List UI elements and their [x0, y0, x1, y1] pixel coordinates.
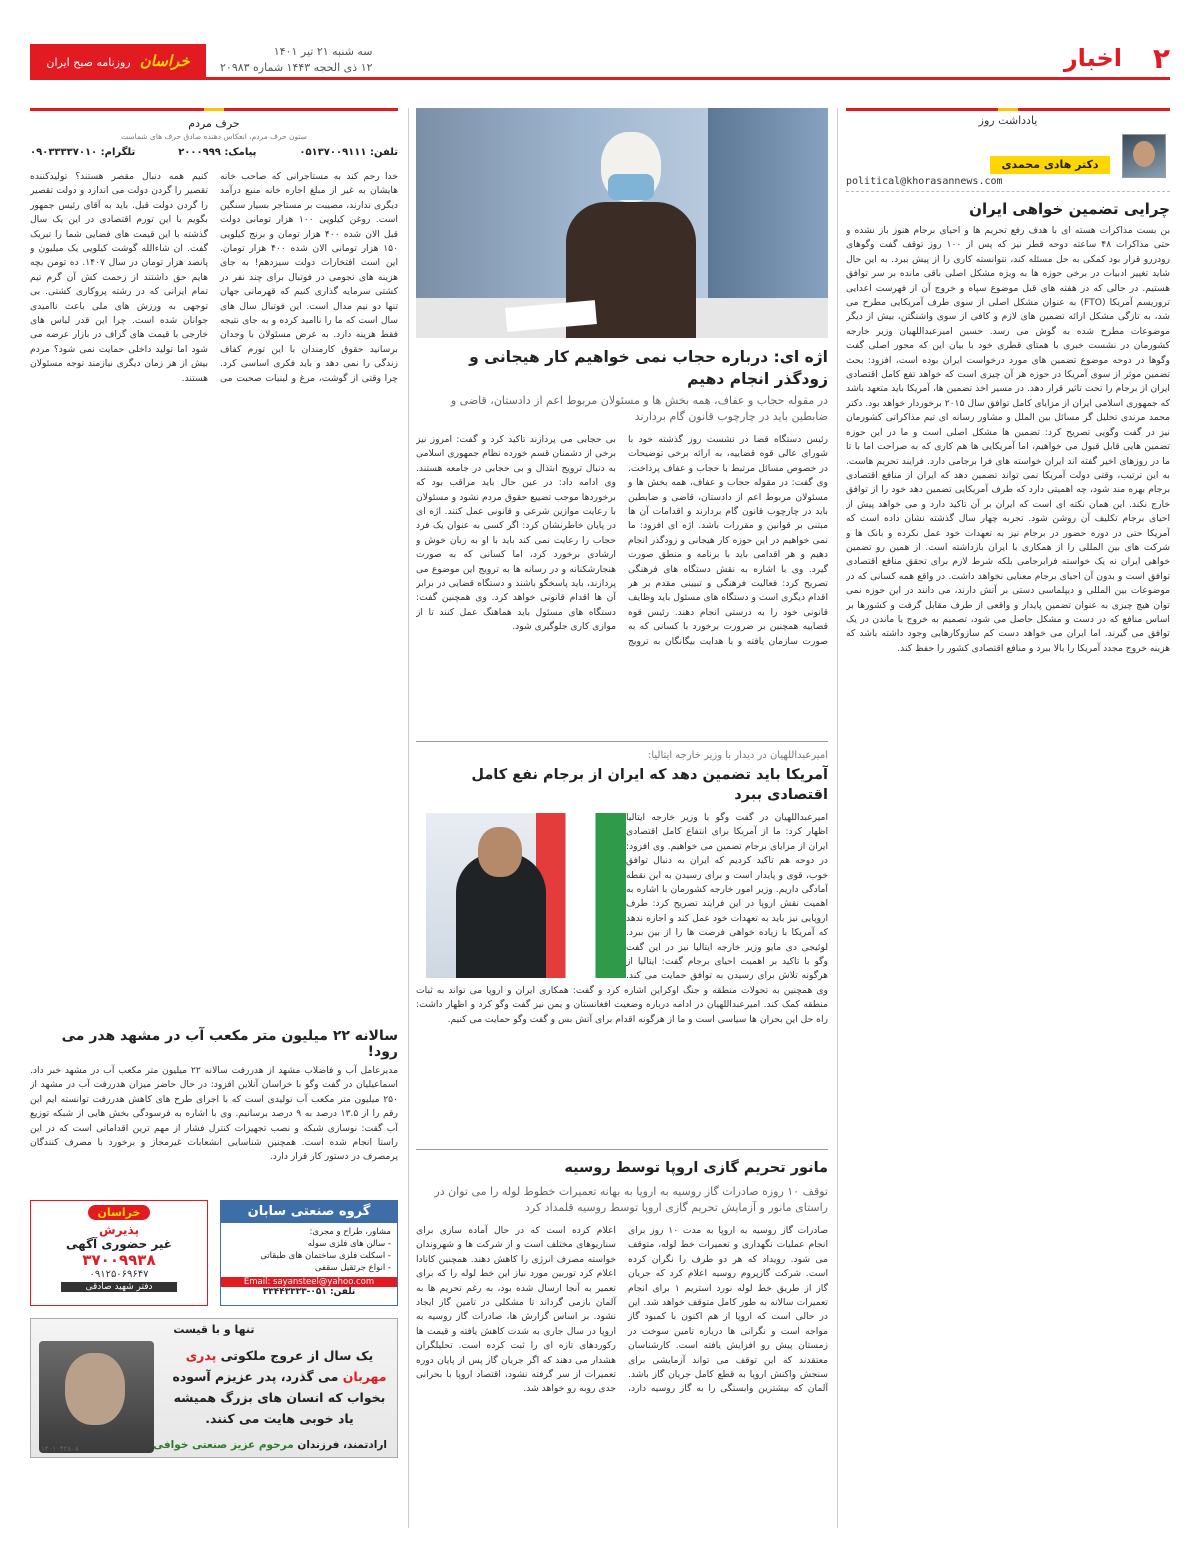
- article3-lead: توقف ۱۰ روزه صادرات گاز روسیه به اروپا به بهانه تعمیرات خطوط لوله را می توان در راستای مانور و آزمایش تحریم گازی اروپا توسط روسیه قلمداد کرد: [434, 1185, 828, 1214]
- author-face: [1133, 141, 1155, 167]
- khorasan-ad-line1: پذیرش: [99, 1223, 139, 1237]
- section-name: اخبار: [1063, 44, 1122, 72]
- article-separator-2: [416, 1149, 828, 1150]
- newspaper-logo: [30, 44, 206, 78]
- author-name: دکتر هادی محمدی: [990, 156, 1110, 174]
- editorial-column: [846, 108, 1170, 1528]
- photo-mask: [608, 174, 654, 200]
- water-headline: سالانه ۲۲ میلیون متر مکعب آب در مشهد هدر می رود!: [61, 1028, 398, 1060]
- memorial-code: ۱۴۰۱۰۴۲۸۰۸: [41, 1445, 79, 1453]
- article2-container: [416, 811, 828, 1141]
- article3-headline: مانور تحریم گازی اروپا توسط روسیه: [564, 1160, 828, 1176]
- iran-flag: [536, 813, 626, 978]
- date-hijri-issue: ۱۲ ذی الحجه ۱۴۴۳ شماره ۲۰۹۸۳: [220, 61, 373, 74]
- amirabdollahian-photo: [426, 813, 626, 978]
- contact-sms[interactable]: پیامک: ۲۰۰۰۹۹۹: [178, 147, 257, 158]
- daily-note-label: یادداشت روز: [978, 114, 1038, 127]
- memorial-footer-a: ارادتمند، فرزندان: [297, 1439, 387, 1451]
- contact-row: [30, 147, 398, 158]
- memorial-text-a: یک سال از عروج ملکوتی: [220, 1348, 374, 1363]
- saban-ad-phone: تلفن: ۰۵۱-۳۳۴۴۳۳۳۳: [262, 1287, 356, 1297]
- memorial-footer-name: مرحوم عزیز صنعتی خوافی: [153, 1439, 294, 1451]
- news-column: [416, 108, 828, 1528]
- main-lead: در مقوله حجاب و عفاف، همه بخش ها و مسئولان مربوط اعم از دادستان، قاضی و ضابطین باید در چارچوب قانون گام بردارند: [450, 394, 828, 423]
- memorial-text-b: می گذرد، پدر عزیزم آسوده بخواب که انسان های بزرگ همیشه یاد خوبی هایت می کنند.: [172, 1369, 386, 1426]
- author-email[interactable]: political@khorasannews.com: [846, 176, 1003, 187]
- khorasan-ad-line2: غیر حضوری آگهی: [66, 1237, 172, 1251]
- ejei-photo: [416, 108, 828, 338]
- columnist-block: [846, 130, 1170, 192]
- editorial-title: چرایی تضمین خواهی ایران: [969, 200, 1170, 218]
- water-body: مدیرعامل آب و فاضلاب مشهد از هدررفت سالانه ۲۲ میلیون متر مکعب آب در مشهد خبر داد. اسماعیلیان در گفت وگو با خراسان آنلاین افزود: در حال حاضر میزان هدررفت آب در مشهد از ۲۵۰ میلیون متر مکعب آب تولیدی است که با اجرای طرح های کاهش هدررفت توانسته ایم این رقم را از ۱۳.۵ درصد به ۹ درصد برسانیم. وی با اشاره به فرسودگی بخش هایی از شبکه توزیع آب گفت: نوسازی شبکه و نصب تجهیزات کنترل فشار از مهم ترین اقداماتی است که در این راستا انجام شده است. همچنین شناسایی انشعابات غیرمجاز و برخورد با مصرف کنندگان پرمصرف در دستور کار قرار دارد.: [30, 1065, 398, 1163]
- saban-ad-line2: - اسکلت فلزی ساختمان های طبقاتی: [260, 1251, 391, 1261]
- memorial-photo: [39, 1341, 154, 1453]
- logo-brand: خراسان: [139, 52, 190, 70]
- khorasan-ad-phone: ۳۷۰۰۹۹۳۸: [82, 1251, 156, 1269]
- memorial-text-name: پدری مهربان: [185, 1348, 387, 1384]
- photo-head: [478, 827, 522, 877]
- saban-ad-email: Email: sayansteel@yahoo.com: [221, 1277, 397, 1287]
- article2-headline: آمریکا باید تضمین دهد که ایران از برجام نفع کامل اقتصادی ببرد: [471, 767, 828, 803]
- article2-kicker: امیرعبداللهیان در دیدار با وزیر خارجه ایتالیا:: [648, 750, 828, 761]
- memorial-notice: [30, 1318, 398, 1458]
- memorial-footer: [153, 1439, 387, 1451]
- memorial-face: [65, 1353, 125, 1425]
- author-photo: [1122, 134, 1166, 178]
- saban-ad[interactable]: [220, 1200, 398, 1306]
- memorial-text: [172, 1345, 387, 1429]
- column-divider: [837, 108, 838, 1528]
- harf-mardom-header: [30, 108, 398, 160]
- daily-note-band: [846, 108, 1170, 130]
- contact-phone[interactable]: تلفن: ۰۵۱۳۷۰۰۹۱۱۱: [299, 147, 398, 158]
- khorasan-ad-location: دفتر شهید صادقی: [61, 1282, 177, 1292]
- saban-ad-sub: مشاور، طراح و مجری:: [309, 1227, 391, 1237]
- article2-body: امیرعبداللهیان در گفت وگو با وزیر خارجه ایتالیا اظهار کرد: ما از آمریکا برای انتفاع کامل اقتصادی ایران از مزایای برجام تضمین می خواهیم. وی افزود: در دوحه هم تاکید کردیم که ایران به دنبال توافق خوب، قوی و پایدار است و برای رسیدن به این نقطه آمادگی داریم. وزیر امور خارجه کشورمان با اشاره به اهمیت نقش اروپا در این فرایند تصریح کرد: طرف اروپایی نیز باید به تعهدات خود عمل کند و اجازه ندهد که آمریکا با زیاده خواهی فرصت ها را از بین ببرد. لوئیجی دی مایو وزیر خارجه ایتالیا نیز در این گفت وگو با تاکید بر اهمیت احیای برجام گفت: ایتالیا از هرگونه تلاش برای رسیدن به توافق حمایت می کند. وی همچنین به تحولات منطقه و جنگ اوکراین اشاره کرد و گفت: همکاری ایران و اروپا می تواند به ثبات منطقه کمک کند. امیرعبداللهیان در ادامه درباره وضعیت افغانستان و یمن نیز گفت وگو کرد و اظهار داشت: راه حل این بحران ها سیاسی است و ما از هرگونه اقدام برای آتش بس و گفت وگو حمایت می کنیم.: [416, 812, 828, 1025]
- main-headline: اژه ای: درباره حجاب نمی خواهیم کار هیجانی و زودگذر انجام دهیم: [469, 348, 828, 388]
- ads-row: [30, 1200, 398, 1310]
- khorasan-ad-badge: خراسان: [88, 1205, 151, 1220]
- band-accent: [998, 108, 1018, 111]
- date-line: [220, 44, 373, 76]
- logo-tagline: روزنامه صبح ایران: [46, 56, 131, 69]
- column-divider-left: [408, 108, 409, 1528]
- people-messages: خدا رحم کند به مستاجرانی که صاحب خانه هایشان به غیر از مبلغ اجاره خانه منبع درآمد دیگری ندارند، مصیبت بر مستاجر بسیار سنگین است. روغن کیلویی ۱۰۰ هزار تومانی دولت قبل الان شده ۴۰۰ هزار تومان و برنج کیلویی ۱۵۰ هزار تومانی الان شده ۴۰۰ هزار تومان. این است افتخارات دولت سیزدهم! به جای هزینه های نجومی در فوتبال برای چند نفر در کشتی سرمایه گذاری کنیم که قهرمانی جهان تنها دو نیم مدال است. این فوتبال سال های سال است که ما را ناامید کرده و به جای نتیجه فقط هزینه دارد. به عرض مسئولان با وجدان برسانید حقوق کارمندان با این تورم کفاف زندگی را نمی دهد و باید فکری اساسی کرد. چرا وقتی از گوشت، مرغ و لبنیات صحبت می کنیم همه دنبال مقصر هستند؟ تولیدکننده تقصیر را گردن دولت می اندازد و دولت تقصیر را گردن دولت قبل. باید به آقای رئیس جمهور بگویم با این تورم اقتصادی در این یک سال گذشته با این قیمت های فضایی شما را تبریک گفت. ان شاءالله گوشت کیلویی یک میلیون و پانصد هزار تومان در سال ۱۴۰۷. ده تومن بچه هایم حق داشتند از زحمت کش آن گرم تیم تمام ایرانی که در رشته پروکاری کشتی. بی توجهی به ورزش های ملی باعث ناامیدی جوانان شده است. چرا این قدر لباس های خارجی با قیمت های گزاف در بازار عرضه می شود اما تولید داخلی حمایت نمی شود؟ مردم بیش از هر زمان دیگری نیازمند توجه مسئولان هستند.: [30, 171, 398, 384]
- article3-body: صادرات گاز روسیه به اروپا به مدت ۱۰ روز برای انجام عملیات نگهداری و تعمیرات خط لوله، متوقف می شود. رویداد که هر دو طرف را نگران کرده است. شرکت گازپروم روسیه اعلام کرد که جریان گاز از طریق خط لوله نورد استریم ۱ برای انجام تعمیرات سالانه به طور کامل متوقف خواهد شد. این در حالی است که اروپا از هم اکنون با کمبود گاز مواجه است و نگرانی ها درباره تامین سوخت در زمستان پیش رو افزایش یافته است. کارشناسان معتقدند که این توقف می تواند آزمایشی برای سنجش واکنش اروپا به قطع کامل جریان گاز باشد. آلمان که بیشترین وابستگی را به گاز روسیه دارد، اعلام کرده است که در حال آماده سازی برای سناریوهای مختلف است و از شرکت ها و شهروندان خواسته مصرف انرژی را کاهش دهند. همچنین کانادا اعلام کرد توربین مورد نیاز این خط لوله را که برای تعمیر به آنجا ارسال شده بود، به رغم تحریم ها به آلمان بازمی گرداند تا مشکلی در تامین گاز ایجاد نشود. بر اساس گزارش ها، صادرات گاز روسیه به اروپا در سال جاری به شدت کاهش یافته و قیمت ها رکوردهای تازه ای را ثبت کرده است. تحلیلگران هشدار می دهند که اگر جریان گاز پس از پایان دوره تعمیرات از سر گرفته نشود، اقتصاد اروپا با بحرانی جدی روبه رو خواهد شد.: [416, 1225, 828, 1395]
- saban-ad-lines: [221, 1223, 397, 1277]
- page-number: ۲: [1152, 42, 1170, 75]
- main-article-body: رئیس دستگاه قضا در نشست روز گذشته خود با شورای عالی قوه قضاییه، به ارائه برخی توضیحات در خصوص مسائل مرتبط با حجاب و عفاف پرداخت. وی گفت: در مقوله حجاب و عفاف، همه بخش ها و مسئولان مربوط اعم از دادستان، قاضی و ضابطین باید در چارچوب قانون گام بردارند و اقدامات آن ها مبتنی بر قوانین و مقررات باشد. اژه ای افزود: ما نمی خواهیم در این حوزه کار هیجانی و زودگذر انجام دهیم و هر اقدامی باید با برنامه و منطق صورت گیرد. وی با اشاره به نقش دستگاه های فرهنگی تصریح کرد: فعالیت فرهنگی و تبیینی مقدم بر هر اقدام دیگری است و دستگاه های مسئول باید وظایف قانونی خود را به درستی انجام دهند. رئیس قوه قضاییه همچنین بر ضرورت برخورد با کسانی که به صورت سازمان یافته و با هدایت بیگانگان به ترویج بی حجابی می پردازند تاکید کرد و گفت: امروز نیز برخی از دشمنان قسم خورده نظام جمهوری اسلامی به دنبال ترویج ابتذال و بی حجابی در جامعه هستند. وی ادامه داد: در عین حال باید مراقب بود که برخوردها موجب تضییع حقوق مردم نشود و مسئولان با رعایت موازین شرعی و قانونی عمل کنند. اژه ای در پایان خاطرنشان کرد: اگر کسی به عنوان یک فرد حجاب را رعایت نمی کند باید با او به زبان خوش و ارشادی برخورد کرد، اما کسانی که به صورت هنجارشکنانه و در رسانه ها به ترویج این موضوع می پردازند، باید پاسخگو باشند و دستگاه قضایی در برابر آن ها اقدام قانونی خواهد کرد. وی همچنین گفت: دستگاه های مسئول باید هماهنگ عمل کنند تا از موازی کاری جلوگیری شود.: [416, 434, 828, 647]
- contact-telegram[interactable]: تلگرام: ۰۹۰۳۳۳۳۷۰۱۰: [30, 147, 136, 158]
- saban-ad-line3: - انواع جرثقیل سقفی: [314, 1263, 391, 1273]
- date-persian: سه شنبه ۲۱ تیر ۱۴۰۱: [273, 45, 373, 58]
- khorasan-ad-mobile: ۰۹۱۲۵۰۶۹۶۴۷: [89, 1269, 149, 1280]
- khorasan-ad[interactable]: [30, 1200, 208, 1306]
- article-separator: [416, 741, 828, 742]
- header-accent: [204, 108, 224, 111]
- harf-mardom-title: حرف مردم: [188, 117, 240, 130]
- saban-ad-title: گروه صنعتی سابان: [221, 1201, 397, 1223]
- saban-ad-line1: - سالن های فلزی سوله: [307, 1239, 391, 1249]
- memorial-heading: تنها و با قیست: [173, 1323, 255, 1336]
- editorial-body: بن بست مذاکرات هسته ای با هدف رفع تحریم ها و احیای برجام هنوز باز نشده و حتی مذاکرات ۴۸ ساعته دوحه قطر نیز که پس از ۱۰۰ روز توقف گفت وگوهای رودررو قرار بود کمکی به حل مسئله کند، نتوانسته کاری را از پیش ببرد. به این حال شاید تغییر ادبیات در برخی حوزه ها به ویژه مشکل اصلی باقی مانده بر سر توافق هستیم. در حالی که در هفته های قبل موضوع سپاه و خروج آن از فهرست اعدایی تروریسم آمریکا (FTO) به عنوان مشکل اصلی از سوی طرف آمریکایی مطرح می شد، به تازگی مشکل ارائه تضمین های لازم و کافی از سوی واشنگتن، بیش از دیگر موضوعات مطرح شده به گوش می رسد. حسین امیرعبداللهیان وزیر خارجه کشورمان در نشست خبری با همتای قطری خود با بیان این که محور اصلی گفت وگوها در دوحه موضوع تضمین های مورد درخواست ایران بوده است، افزود: بحث تضمین موثر از سوی آمریکا در حوزه هر آن چیزی است که خواهد تفع کامل اقتصادی ایران از برجام را تحت تاثیر قرار دهد. در مسیر اخذ تضمین ها، آمریکا باید متعهد باشد که جمهوری اسلامی ایران از مزایای کامل توافق سال ۲۰۱۵ برخوردار خواهد بود. دکتر محمد مرندی تحلیل گر مسائل بین الملل و مشاور رسانه ای تیم مذاکراتی کشورمان نیز در گفت وگویی تصریح کرد: تضمین ها مشکل اصلی است و ما در این حوزه تضمین هایی قابل قبول می خواهیم، اما آمریکایی ها هم کاری که به صراحت اما با تا ما در روزهای اخیر گفته اند ایران خواسته های فرا برجامی دارد. فرایند تحریم هاست. به این ترتیب، وقتی دولت آمریکا نمی تواند تضمین دهد که ایران از منافع اقتصادی برجام بهره مند شود، چه اهمیتی دارد که طرف آمریکایی تضمین دهد خود را از توافق خارج نکند. این همان نکته ای است که ایران بر آن تاکید دارد و می خواهد پیش از احیای برجام تکلیف آن روشن شود. تجربه چهار سال گذشته نشان داده است که آمریکا حتی در دوره حضور در برجام نیز به تعهدات خود عمل نکرده و بانک ها و شرکت های بین المللی را از همکاری با ایران بازداشته است. از همین رو تضمین خواهی ایران نه یک خواسته فرابرجامی بلکه شرط لازم برای تحقق منافع اقتصادی توافق است و بدون آن احیای برجام معنایی نخواهد داشت. در واقع همه کسانی که در موضوعات بین المللی و دیپلماسی دستی بر آتش دارند، می دانند در این حوزه نمی توان هیچ چیزی به عنوان تضمین پایدار و واقعی از طرف مقابل گرفت و کشورها بر اساس منافع که در دست و مشکل حاصل می شود، تصمیم به خروج یا ماندن در یک توافق می گیرند. اما ایران می خواهد دست کم سازوکارهایی وجود داشته باشد که هزینه خروج مجدد آمریکا را بالا ببرد و منافع اقتصادی کشور را حفظ کند.: [846, 225, 1170, 654]
- harf-mardom-subtitle: ستون حرف مردم، انعکاس دهنده صادق حرف های شماست: [121, 132, 307, 141]
- masthead: [30, 40, 1170, 80]
- people-column: [30, 108, 398, 1528]
